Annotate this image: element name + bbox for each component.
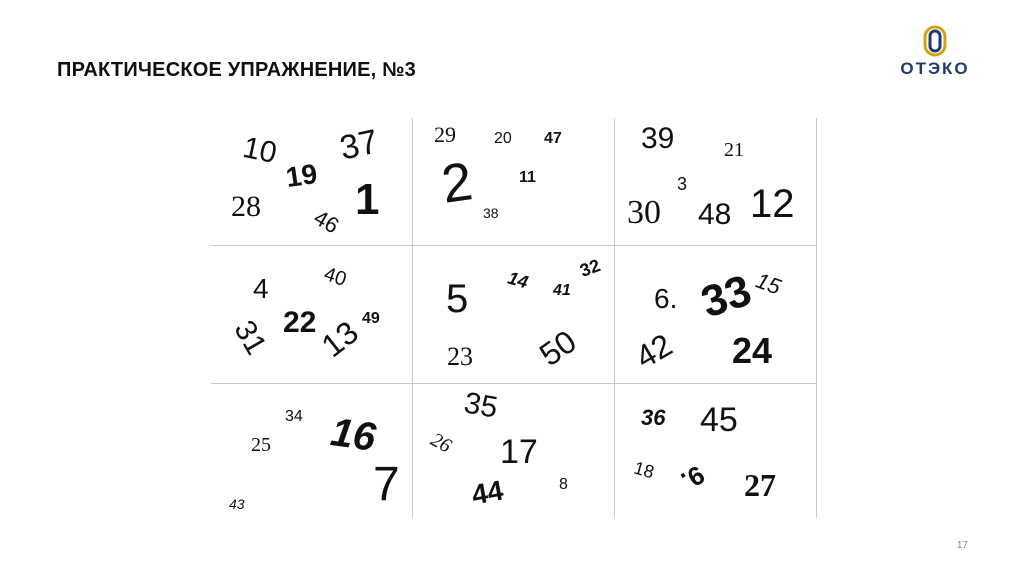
number-item: 37: [336, 122, 382, 168]
number-item: 14: [505, 267, 531, 293]
number-item: 36: [641, 405, 666, 430]
number-item: 8: [559, 476, 568, 493]
number-item: 11: [519, 169, 536, 186]
number-item: 21: [724, 139, 744, 161]
number-item: 43: [229, 496, 245, 512]
number-item: 17: [500, 433, 538, 471]
grid-cell-5: [412, 245, 614, 383]
number-item: 1: [355, 175, 380, 224]
number-item: 29: [434, 122, 456, 147]
number-item: 25: [251, 434, 271, 456]
number-item: 3: [677, 174, 688, 194]
grid-cell-4: [211, 245, 412, 383]
number-item: 16: [328, 410, 379, 460]
number-item: 42: [629, 326, 679, 376]
page-number: 17: [956, 540, 968, 551]
number-item: 38: [483, 205, 499, 221]
number-item: 30: [627, 194, 661, 231]
number-item: 9.: [675, 459, 710, 497]
number-item: 33: [695, 265, 758, 328]
number-item: 45: [700, 401, 738, 439]
grid-divider: [816, 118, 817, 518]
number-item: 31: [227, 315, 273, 361]
number-item: 41: [553, 282, 571, 299]
number-item: 20: [494, 130, 512, 147]
number-item: 39: [641, 122, 675, 155]
number-item: 40: [321, 263, 350, 291]
number-item: 23: [447, 342, 473, 371]
number-item: 2: [437, 151, 477, 215]
number-item: 26: [427, 428, 455, 458]
number-item: 18: [631, 457, 657, 483]
number-item: 12: [750, 182, 795, 226]
number-item: 22: [283, 306, 317, 339]
number-item: 28: [231, 190, 261, 223]
grid-cell-3: [614, 118, 816, 245]
number-item: 5: [446, 277, 469, 321]
grid-cell-9: [614, 383, 816, 518]
number-item: 44: [469, 474, 506, 511]
number-item: 35: [461, 386, 501, 425]
number-item: 47: [544, 130, 562, 147]
number-item: 50: [532, 323, 583, 373]
logo-text: ОТЭКО: [900, 59, 970, 78]
number-item: 49: [362, 310, 380, 327]
number-item: 46: [309, 204, 344, 239]
logo-mark-icon: [923, 25, 947, 57]
number-item: 15: [752, 267, 785, 300]
grid-cell-6: [614, 245, 816, 383]
otexo-logo: [885, 25, 985, 85]
number-item: 48: [698, 198, 732, 231]
number-item: 24: [732, 330, 773, 371]
grid-cell-2: [412, 118, 614, 245]
number-item: 27: [744, 467, 776, 503]
number-item: 19: [283, 157, 320, 194]
number-item: 7: [373, 458, 400, 511]
grid-cell-1: [211, 118, 412, 245]
grid-cell-7: [211, 383, 412, 518]
number-item: 13: [314, 313, 365, 365]
number-item: 34: [285, 408, 303, 425]
number-item: 32: [577, 255, 603, 281]
number-grid: [211, 118, 817, 518]
number-item: 4: [253, 273, 269, 304]
grid-cell-8: [412, 383, 614, 518]
number-item: 6.: [654, 283, 678, 314]
number-item: 10: [240, 130, 280, 171]
slide-title: ПРАКТИЧЕСКОЕ УПРАЖНЕНИЕ, №3: [57, 59, 416, 81]
